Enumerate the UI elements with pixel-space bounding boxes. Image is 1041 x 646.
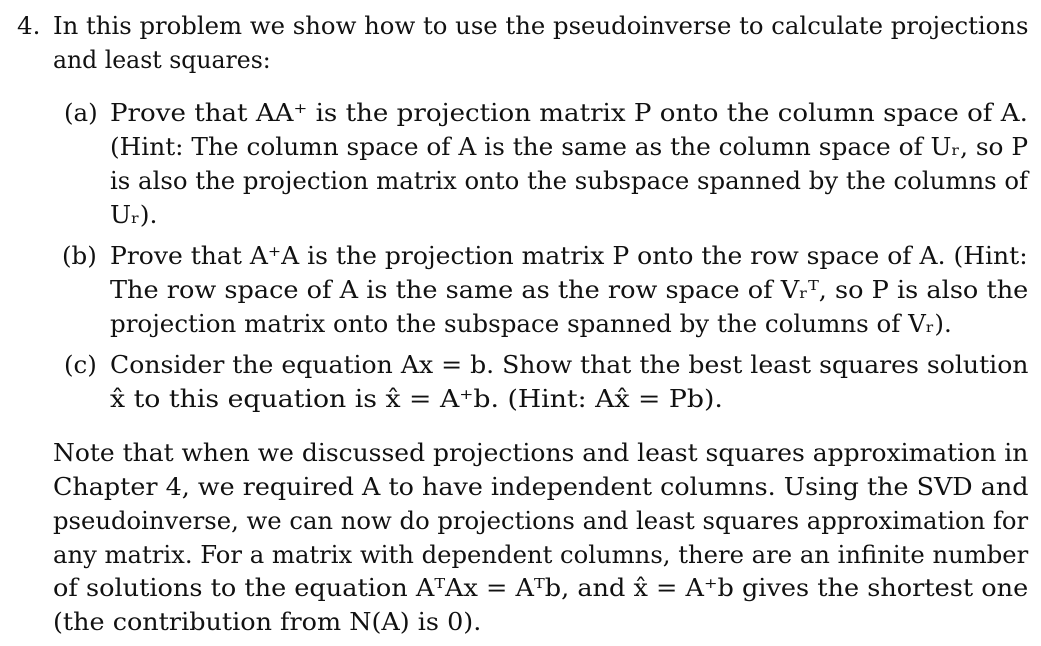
part-a-line-1: Prove that AA⁺ is the projection matrix P onto the column space of A. <box>110 98 1028 127</box>
note-line-4: any matrix. For a matrix with dependent columns, there are an infinite number <box>53 540 1029 569</box>
part-c-label: (c) <box>64 350 97 379</box>
part-a-label: (a) <box>64 98 98 127</box>
part-b-line-3: projection matrix onto the subspace spanned by the columns of Vᵣ). <box>110 309 952 338</box>
intro-line-1: In this problem we show how to use the pseudoinverse to calculate projections <box>53 11 1029 40</box>
part-b-line-2: The row space of A is the same as the row space of Vᵣᵀ, so P is also the <box>110 275 1029 304</box>
part-c-line-1: Consider the equation Ax = b. Show that the best least squares solution <box>110 350 1029 379</box>
part-a-line-2: (Hint: The column space of A is the same as the column space of Uᵣ, so P <box>110 132 1029 161</box>
part-a-line-3: is also the projection matrix onto the subspace spanned by the columns of <box>110 166 1029 195</box>
note-line-5: of solutions to the equation AᵀAx = Aᵀb, and x̂ = A⁺b gives the shortest one <box>53 573 1029 602</box>
note-line-1: Note that when we discussed projections and least squares approximation in <box>53 438 1029 467</box>
note-line-3: pseudoinverse, we can now do projections and least squares approximation for <box>53 506 1029 535</box>
part-c-line-2: x̂ to this equation is x̂ = A⁺b. (Hint: Ax̂ = Pb). <box>110 384 723 413</box>
part-b-line-1: Prove that A⁺A is the projection matrix P onto the row space of A. (Hint: <box>110 241 1028 270</box>
problem-number: 4. <box>17 11 41 40</box>
note-line-2: Chapter 4, we required A to have independent columns. Using the SVD and <box>53 472 1029 501</box>
part-b-label: (b) <box>62 241 97 270</box>
intro-line-2: and least squares: <box>53 45 271 74</box>
part-a-line-4: Uᵣ). <box>110 200 158 229</box>
note-line-6: (the contribution from N(A) is 0). <box>53 607 482 636</box>
